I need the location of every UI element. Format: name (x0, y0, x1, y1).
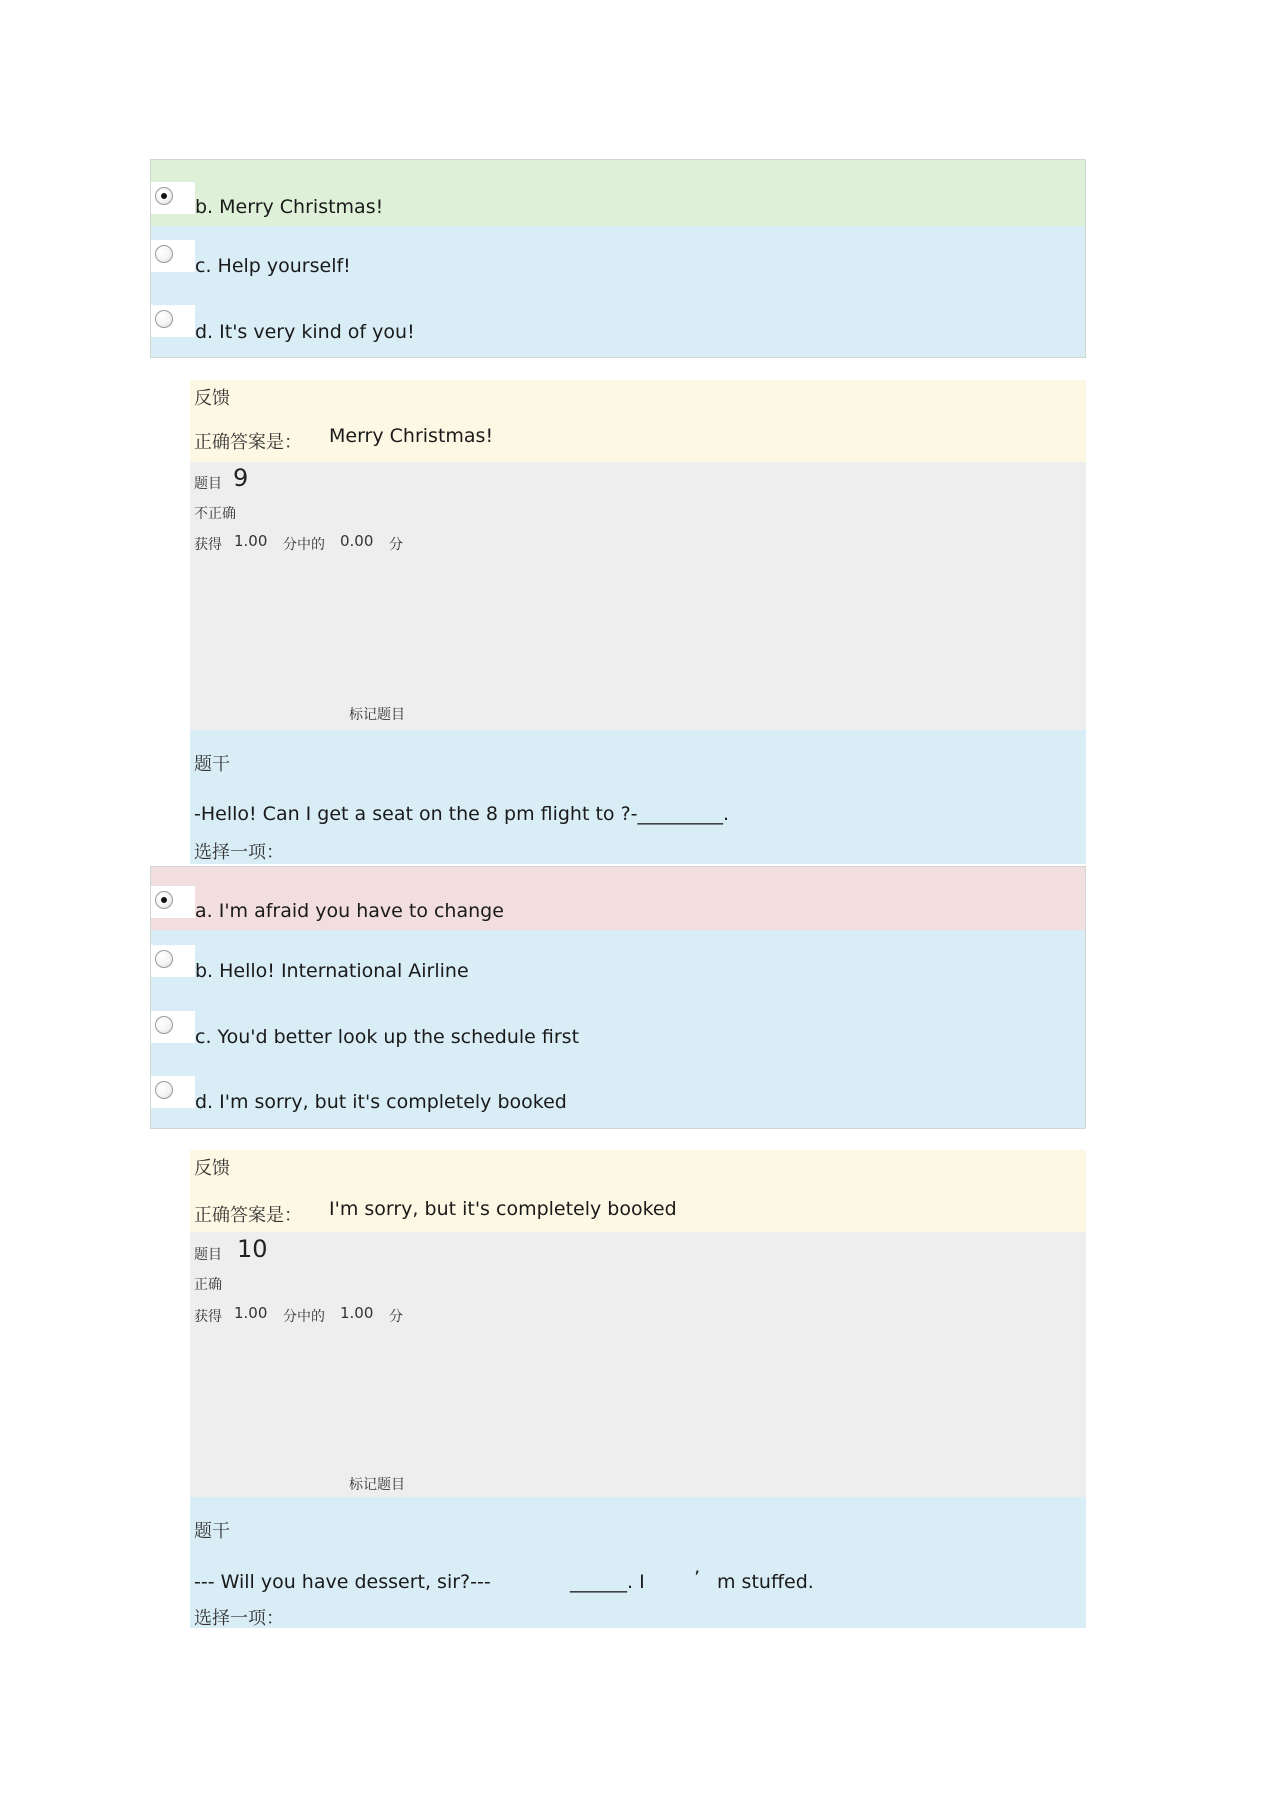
radio-button[interactable] (151, 1076, 195, 1108)
score-total: 1.00 (234, 532, 268, 550)
q9-stem-panel (190, 730, 1086, 864)
question-number: 10 (237, 1235, 268, 1263)
option-label: c. Help yourself! (195, 255, 351, 277)
q10-info-panel (190, 1232, 1086, 1497)
option-label: d. It's very kind of you! (195, 321, 415, 343)
q8-option-b[interactable] (151, 160, 1085, 226)
stem-title: 题干 (194, 754, 230, 775)
option-label: d. I'm sorry, but it's completely booked (195, 1091, 567, 1113)
question-stem: -Hello! Can I get a seat on the 8 pm flight to ?-_________. (194, 803, 730, 825)
question-label: 题目 (194, 476, 222, 492)
feedback-title: 反馈 (194, 388, 230, 409)
choose-one-label: 选择一项： (194, 842, 284, 863)
option-label: c. You'd better look up the schedule first (195, 1026, 580, 1048)
stem-title: 题干 (194, 1521, 230, 1542)
q9-option-b[interactable] (151, 930, 1085, 996)
radio-button[interactable] (151, 240, 195, 272)
score-total: 1.00 (234, 1304, 268, 1322)
radio-button[interactable] (151, 182, 195, 214)
correct-answer: I'm sorry, but it's completely booked (329, 1198, 677, 1220)
q8-option-c[interactable] (151, 226, 1085, 290)
radio-unchecked-icon (155, 950, 173, 968)
score-got-label: 获得 (194, 1309, 222, 1325)
radio-unchecked-icon (155, 310, 173, 328)
q9-feedback-panel (190, 1150, 1086, 1232)
radio-checked-icon (155, 891, 173, 909)
radio-unchecked-icon (155, 1081, 173, 1099)
correct-answer-prefix: 正确答案是： (194, 432, 302, 453)
option-label: b. Merry Christmas! (195, 196, 384, 218)
score-mid-label: 分中的 (283, 537, 325, 553)
question-stem-part2: m stuffed. (717, 1571, 814, 1593)
question-status: 正确 (194, 1277, 222, 1293)
radio-button[interactable] (151, 1011, 195, 1043)
q8-option-d[interactable] (151, 290, 1085, 357)
q8-feedback-panel (190, 380, 1086, 462)
q10-stem-panel (190, 1497, 1086, 1628)
option-label: a. I'm afraid you have to change (195, 900, 504, 922)
flag-question-link[interactable]: 标记题目 (349, 707, 405, 723)
radio-button[interactable] (151, 305, 195, 337)
score-value: 1.00 (340, 1304, 374, 1322)
q9-option-c[interactable] (151, 996, 1085, 1062)
choose-one-label: 选择一项： (194, 1608, 284, 1629)
q9-option-a[interactable] (151, 867, 1085, 930)
question-status: 不正确 (194, 506, 236, 522)
radio-button[interactable] (151, 886, 195, 918)
score-unit: 分 (389, 537, 403, 553)
question-label: 题目 (194, 1247, 222, 1263)
radio-unchecked-icon (155, 245, 173, 263)
question-stem-blank: ______. I (570, 1571, 645, 1593)
score-mid-label: 分中的 (283, 1309, 325, 1325)
score-unit: 分 (389, 1309, 403, 1325)
feedback-title: 反馈 (194, 1158, 230, 1179)
correct-answer-prefix: 正确答案是： (194, 1205, 302, 1226)
radio-unchecked-icon (155, 1016, 173, 1034)
score-got-label: 获得 (194, 537, 222, 553)
q9-info-panel (190, 462, 1086, 730)
option-label: b. Hello! International Airline (195, 960, 469, 982)
question-stem-apostrophe: ’ (694, 1567, 701, 1589)
radio-button[interactable] (151, 945, 195, 977)
question-number: 9 (233, 464, 249, 492)
flag-question-link[interactable]: 标记题目 (349, 1477, 405, 1493)
score-value: 0.00 (340, 532, 374, 550)
correct-answer: Merry Christmas! (329, 425, 494, 447)
question-stem-part1: --- Will you have dessert, sir?--- (194, 1571, 491, 1593)
radio-checked-icon (155, 187, 173, 205)
q9-option-d[interactable] (151, 1062, 1085, 1128)
